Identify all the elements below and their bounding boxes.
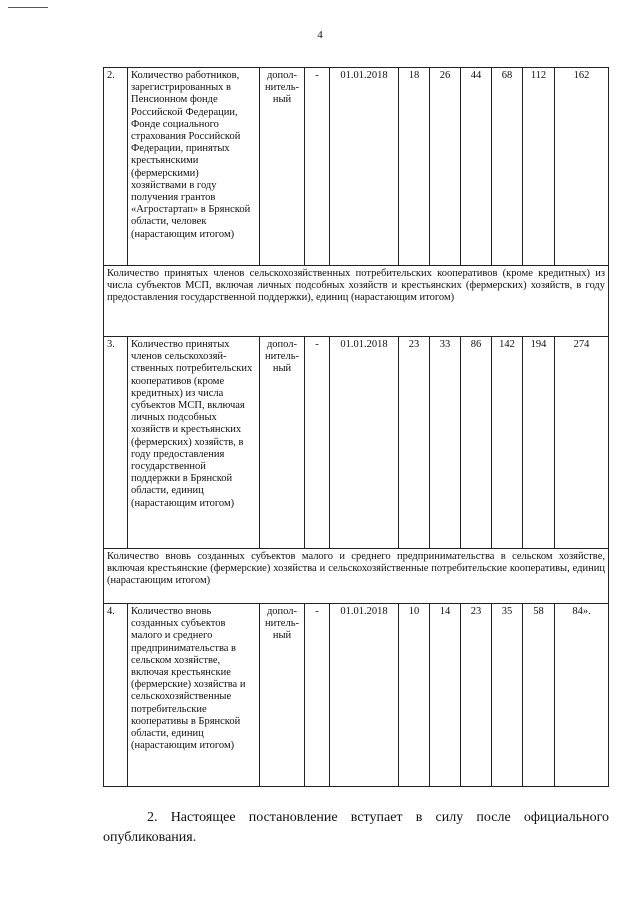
row-number: 2. bbox=[104, 68, 128, 266]
value-cell: 18 bbox=[399, 68, 430, 266]
indicator-type: дополнительный bbox=[260, 604, 305, 787]
value-cell: 68 bbox=[492, 68, 523, 266]
indicator-name: Количество вновь созданных субъектов малого и среднего предпринимательства в сельском хозяйстве, включая крестьянские (фермерские) хозяйства и сельскохозяйственные потребительские кооперативы в Брянской области, единиц (нарастающим итогом) bbox=[128, 604, 260, 787]
page-number: 4 bbox=[317, 29, 323, 41]
value-cell: 194 bbox=[523, 337, 555, 549]
value-cell: 274 bbox=[555, 337, 609, 549]
value-cell: 86 bbox=[461, 337, 492, 549]
indicators-table bbox=[103, 67, 609, 787]
value-cell: 58 bbox=[523, 604, 555, 787]
table-row bbox=[104, 604, 609, 787]
dash-cell: - bbox=[305, 337, 330, 549]
value-cell: 33 bbox=[430, 337, 461, 549]
value-cell: 10 bbox=[399, 604, 430, 787]
row-number: 3. bbox=[104, 337, 128, 549]
scan-corner-line bbox=[8, 7, 48, 8]
section-header-row bbox=[104, 266, 609, 337]
value-cell: 14 bbox=[430, 604, 461, 787]
table-row bbox=[104, 68, 609, 266]
indicator-type: дополнительный bbox=[260, 337, 305, 549]
section-header: Количество принятых членов сельскохозяйственных потребительских кооперативов (кроме кредитных) из числа субъектов МСП, включая личных подсобных хозяйств и крестьянских (фермерских) хозяйств, в году предоставления государственной поддержки), единиц (нарастающим итогом) bbox=[104, 266, 609, 337]
value-cell: 142 bbox=[492, 337, 523, 549]
value-cell: 23 bbox=[399, 337, 430, 549]
table-row bbox=[104, 337, 609, 549]
value-cell: 44 bbox=[461, 68, 492, 266]
indicator-name: Количество работников, зарегистрированных в Пенсионном фонде Российской Федерации, Фонде социального страхования Российской Федерации, принятых крестьянскими (фермерскими) хозяйствами в году получения грантов «Агростартап» в Брянской области, человек (нарастающим итогом) bbox=[128, 68, 260, 266]
value-cell: 26 bbox=[430, 68, 461, 266]
closing-paragraph: 2. Настоящее постановление вступает в силу после официального опубликования. bbox=[103, 810, 609, 845]
base-date: 01.01.2018 bbox=[330, 337, 399, 549]
section-header: Количество вновь созданных субъектов малого и среднего предпринимательства в сельском хозяйстве, включая крестьянские (фермерские) хозяйства и сельскохозяйственные потребительские кооперативы, единиц (нарастающим итогом) bbox=[104, 549, 609, 604]
value-cell: 112 bbox=[523, 68, 555, 266]
indicator-type: дополнительный bbox=[260, 68, 305, 266]
base-date: 01.01.2018 bbox=[330, 68, 399, 266]
value-cell: 162 bbox=[555, 68, 609, 266]
value-cell: 84». bbox=[555, 604, 609, 787]
value-cell: 35 bbox=[492, 604, 523, 787]
base-date: 01.01.2018 bbox=[330, 604, 399, 787]
dash-cell: - bbox=[305, 68, 330, 266]
value-cell: 23 bbox=[461, 604, 492, 787]
row-number: 4. bbox=[104, 604, 128, 787]
indicator-name: Количество принятых членов сельскохозяйственных потребительских кооперативов (кроме кредитных) из числа субъектов МСП, включая личных подсобных хозяйств и крестьянских (фермерских) хозяйств, в году предоставления государственной поддержки в Брянской области, единиц (нарастающим итогом) bbox=[128, 337, 260, 549]
dash-cell: - bbox=[305, 604, 330, 787]
section-header-row bbox=[104, 549, 609, 604]
